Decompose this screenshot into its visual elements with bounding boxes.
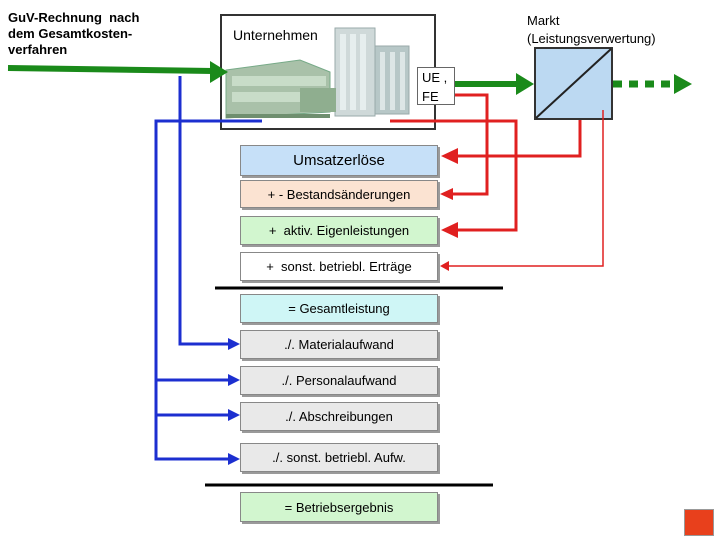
cost-flow-sonstige (156, 415, 240, 465)
market-diagonal (536, 49, 611, 118)
dotted-output-arrow (613, 74, 692, 94)
building-illustration (226, 28, 409, 118)
output-flow-arrow (455, 73, 534, 95)
item-materialaufwand: ./. Materialaufwand (240, 330, 438, 359)
company-label: Unternehmen (233, 27, 318, 43)
item-bestandsaenderungen: + - Bestandsänderungen (240, 180, 438, 208)
item-sonstige-ertraege: + sonst. betriebl. Erträge (240, 252, 438, 281)
item-eigenleistungen: + aktiv. Eigenleistungen (240, 216, 438, 245)
cost-flow-abschreibungen (156, 380, 240, 421)
item-gesamtleistung: = Gesamtleistung (240, 294, 438, 323)
item-betriebsergebnis: = Betriebsergebnis (240, 492, 438, 522)
item-umsatzerloese: Umsatzerlöse (240, 145, 438, 176)
market-label: Markt (Leistungsverwertung) (527, 13, 656, 46)
diagram-title: GuV-Rechnung nach dem Gesamtkosten- verfahren (8, 10, 140, 57)
revenue-flow-bestand (440, 95, 487, 200)
ue-fe-box: UE , FE (417, 67, 455, 105)
item-abschreibungen: ./. Abschreibungen (240, 402, 438, 431)
input-flow-arrow (8, 61, 228, 83)
item-personalaufwand: ./. Personalaufwand (240, 366, 438, 395)
revenue-flow-umsatz (441, 120, 580, 164)
corner-square (684, 509, 714, 536)
item-sonstige-aufwendungen: ./. sonst. betriebl. Aufw. (240, 443, 438, 472)
